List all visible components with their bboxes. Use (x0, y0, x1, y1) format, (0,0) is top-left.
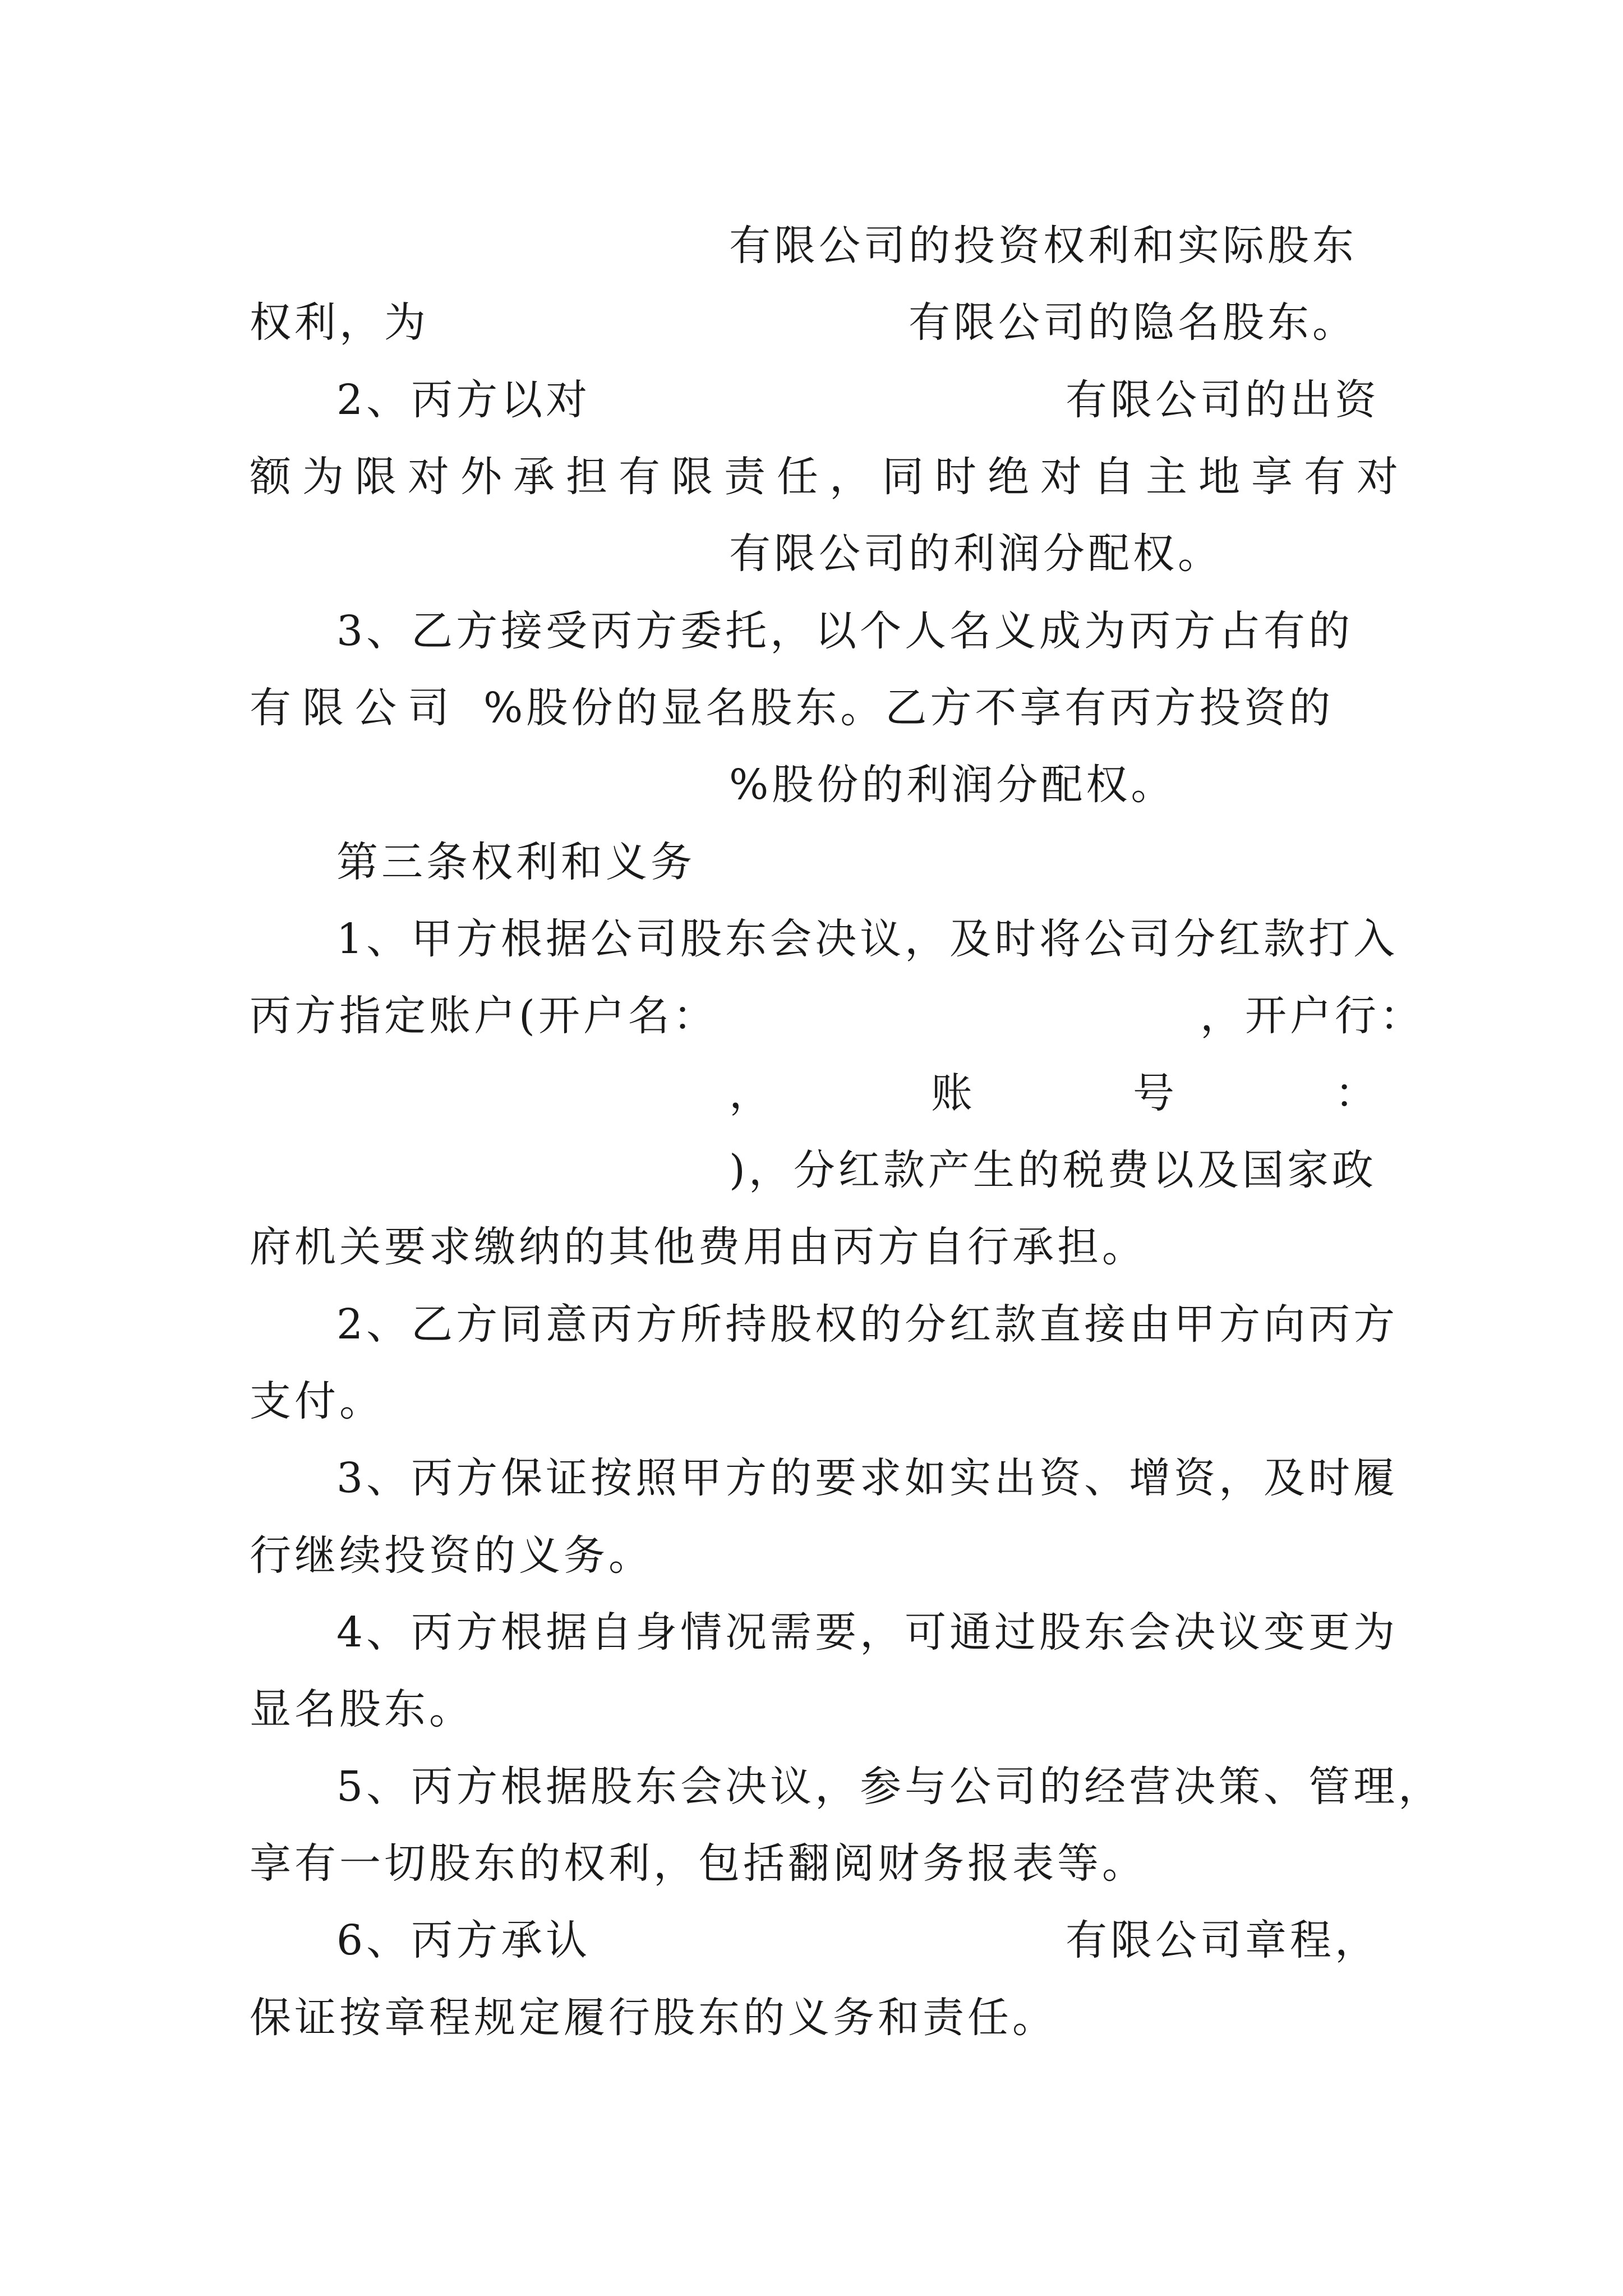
text-line: 保证按章程规定履行股东的义务和责任。 (250, 1994, 1057, 2042)
text-line: 显名股东。 (250, 1685, 474, 1733)
text-line: 有限公司的出资 (1066, 376, 1380, 424)
text-line: 1、甲方根据公司股东会决议，及时将公司分红款打入 (336, 915, 1399, 963)
text-line: 有限公司章程， (1066, 1916, 1380, 1964)
text-line: %股份的利润分配权。 (729, 761, 1176, 809)
text-line: 有限公司的投资权利和实际股东 (729, 222, 1357, 270)
text-line: 3、乙方接受丙方委托，以个人名义成为丙方占有的 (336, 607, 1354, 655)
text-line: 有限公司的利润分配权。 (729, 530, 1223, 578)
text-line: 行继续投资的义务。 (250, 1531, 653, 1580)
text-line: 有限公司 (250, 684, 460, 732)
text-line: 有限公司的隐名股东。 (909, 298, 1357, 347)
text-line: 4、丙方根据自身情况需要，可通过股东会决议变更为 (336, 1608, 1399, 1657)
text-line: 支付。 (250, 1377, 384, 1425)
text-line: 5、丙方根据股东会决议，参与公司的经营决策、管理， (336, 1763, 1444, 1811)
text-line: 府机关要求缴纳的其他费用由丙方自行承担。 (250, 1223, 1147, 1271)
text-line: 3、丙方保证按照甲方的要求如实出资、增资，及时履 (336, 1454, 1399, 1502)
section-heading: 第三条权利和义务 (336, 838, 695, 886)
text-line: 额为限对外承担有限责任，同时绝对自主地享有对 (250, 453, 1409, 501)
text-line: ： (1335, 1069, 1376, 1117)
text-line: 2、丙方以对 (336, 376, 591, 424)
text-line: 号 (1133, 1069, 1174, 1117)
text-line: 权利，为 (250, 298, 429, 347)
text-line: 账 (931, 1069, 972, 1117)
text-line: )，分红款产生的税费以及国家政 (729, 1146, 1377, 1194)
text-line: 丙方指定账户(开户名： (250, 992, 718, 1040)
text-line: 享有一切股东的权利，包括翻阅财务报表等。 (250, 1839, 1147, 1888)
text-line: 2、乙方同意丙方所持股权的分红款直接由甲方向丙方 (336, 1300, 1399, 1349)
text-line: 6、丙方承认 (336, 1916, 591, 1964)
text-line: ，开户行： (1200, 992, 1424, 1040)
text-line: ， (729, 1069, 771, 1117)
text-line: %股份的显名股东。乙方不享有丙方投资的 (483, 684, 1334, 732)
